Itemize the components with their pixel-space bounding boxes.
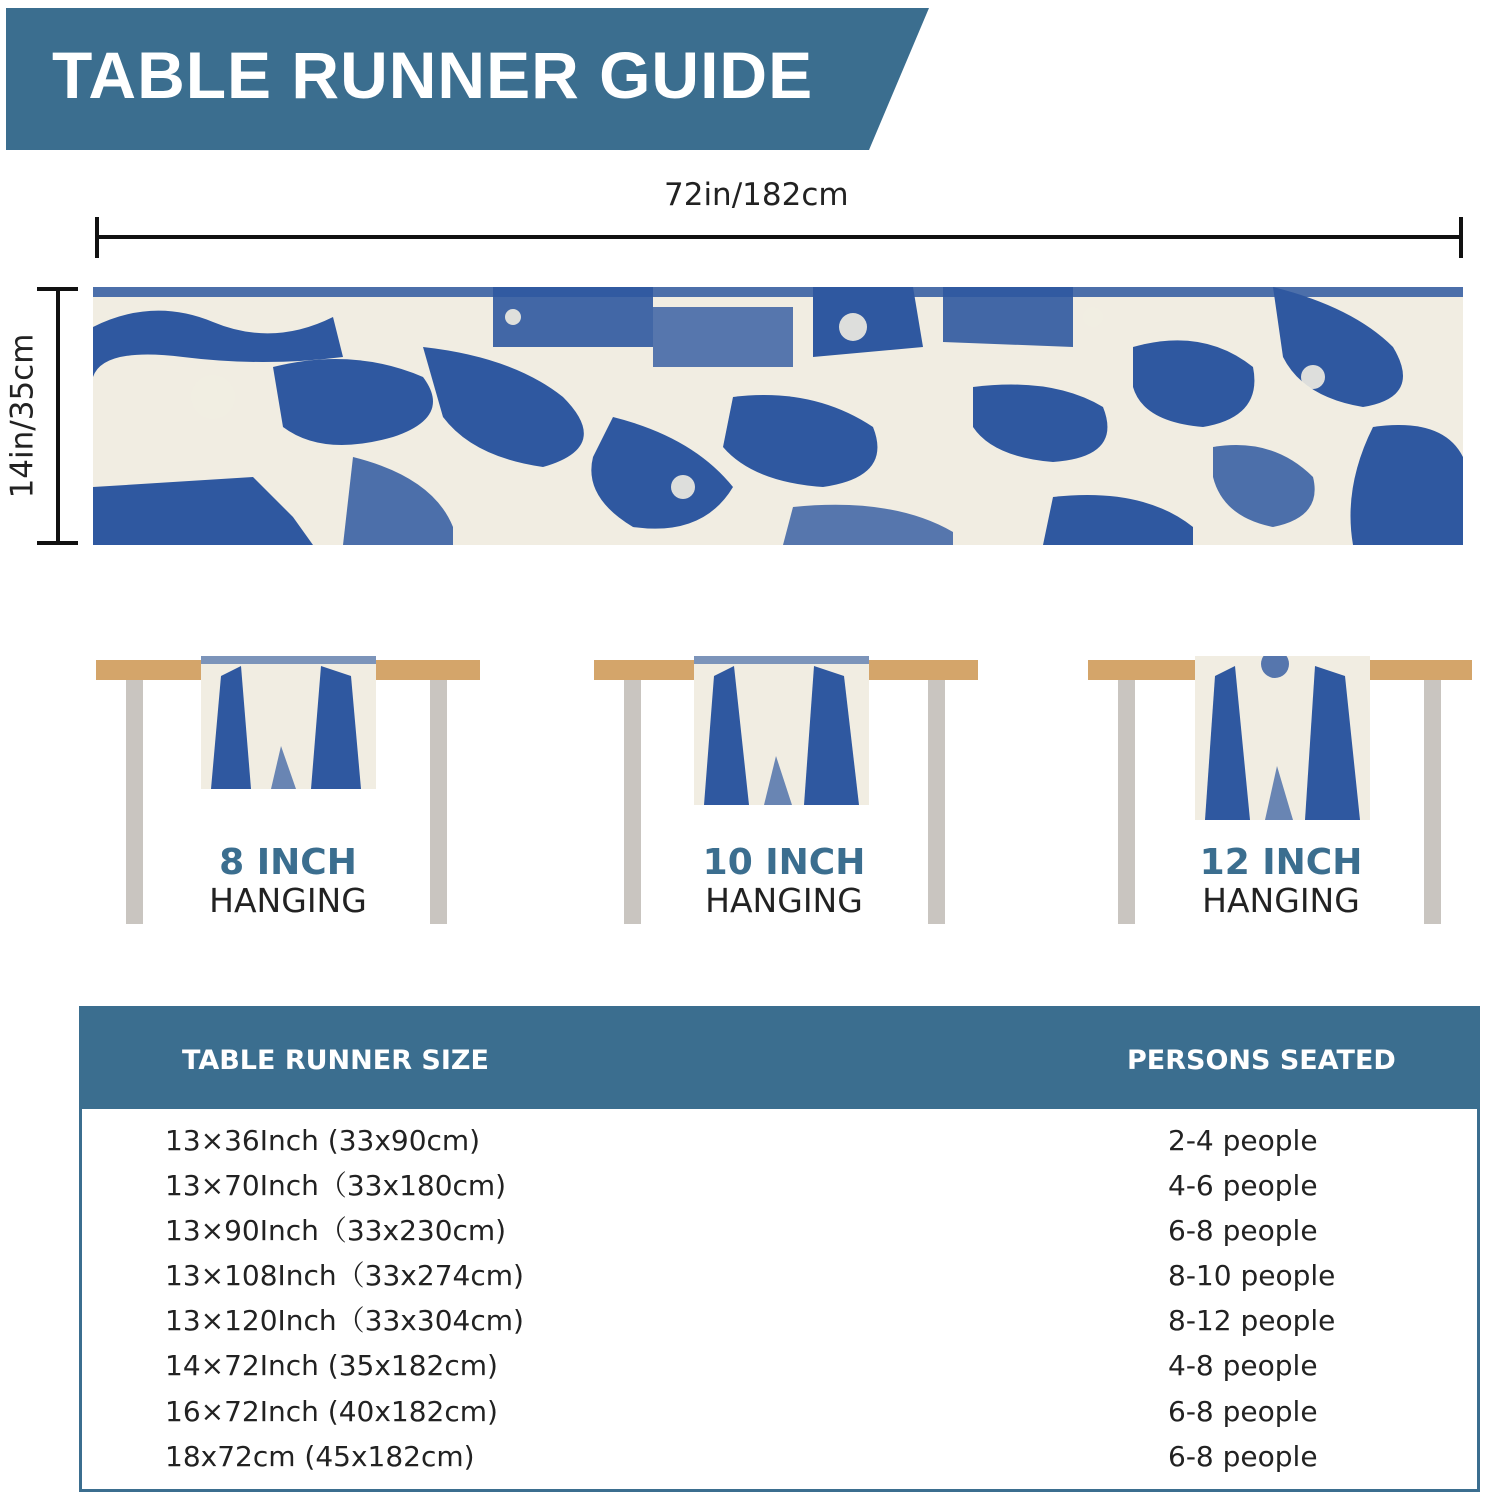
table-leg-2b — [928, 680, 945, 924]
header-table-runner-size: TABLE RUNNER SIZE — [182, 1045, 489, 1076]
runner-drape-10-inch — [694, 656, 869, 805]
table-row-persons: 6-8 people — [1168, 1440, 1318, 1473]
table-row-size: 13×36Inch (33x90cm) — [165, 1124, 481, 1157]
drape-pattern-3 — [1195, 656, 1370, 820]
table-row-size: 13×70Inch（33x180cm) — [165, 1169, 507, 1202]
table-leg-1a — [126, 680, 143, 924]
table-row-persons: 8-10 people — [1168, 1259, 1336, 1292]
length-label: 72in/182cm — [664, 177, 849, 213]
table-leg-3b — [1424, 680, 1441, 924]
runner-drape-12-inch — [1195, 656, 1370, 820]
table-row-size: 13×108Inch（33x274cm) — [165, 1259, 524, 1292]
table-row-size: 18x72cm (45x182cm) — [165, 1440, 475, 1473]
table-row-persons: 6-8 people — [1168, 1395, 1318, 1428]
size-table-header — [82, 1009, 1477, 1109]
hanging-8-inch-number: 8 INCH — [219, 842, 357, 883]
drape-pattern-2 — [694, 656, 869, 805]
table-runner-image — [93, 287, 1463, 545]
hanging-10-inch-number: 10 INCH — [702, 842, 866, 883]
table-leg-2a — [624, 680, 641, 924]
table-row-size: 14×72Inch (35x182cm) — [165, 1349, 498, 1382]
width-label: 14in/35cm — [4, 333, 41, 499]
drape-pattern-1 — [201, 656, 376, 789]
table-row-persons: 4-8 people — [1168, 1349, 1318, 1382]
runner-drape-8-inch — [201, 656, 376, 789]
table-row-persons: 2-4 people — [1168, 1124, 1318, 1157]
hanging-12-inch-word: HANGING — [1202, 881, 1360, 920]
table-row-size: 16×72Inch (40x182cm) — [165, 1395, 498, 1428]
table-row-persons: 8-12 people — [1168, 1304, 1336, 1337]
table-row-persons: 4-6 people — [1168, 1169, 1318, 1202]
size-table — [79, 1006, 1480, 1492]
toile-pattern — [93, 287, 1463, 545]
hanging-12-inch-number: 12 INCH — [1199, 842, 1363, 883]
table-row-size: 13×90Inch（33x230cm) — [165, 1214, 507, 1247]
table-leg-1b — [430, 680, 447, 924]
hanging-10-inch-word: HANGING — [705, 881, 863, 920]
page-title: TABLE RUNNER GUIDE — [52, 38, 814, 112]
header-persons-seated: PERSONS SEATED — [1127, 1045, 1396, 1076]
table-row-size: 13×120Inch（33x304cm) — [165, 1304, 524, 1337]
hanging-8-inch-word: HANGING — [209, 881, 367, 920]
table-row-persons: 6-8 people — [1168, 1214, 1318, 1247]
table-leg-3a — [1118, 680, 1135, 924]
